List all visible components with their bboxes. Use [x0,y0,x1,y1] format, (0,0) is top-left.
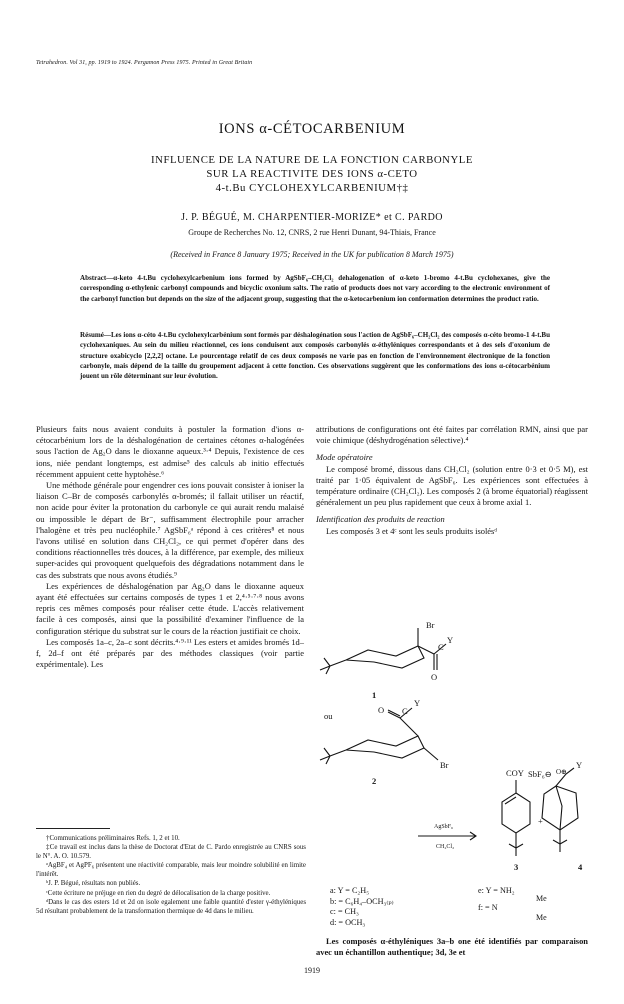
paragraph: Les expériences de déshalogénation par Ag₂O dans le dioxanne aqueux ayant été effectuées sur certains composés de types 1 et 2,⁴·⁵·⁷·⁸ nous avons repris ces mêmes composés pour réaliser cette étude. L'accès relativement facile à ces composés, ainsi que la possibilité d'examiner l'influence de la configuration stérique du substrat sur le cours de la réaction justifiait ce choix. [36,580,304,636]
label-sbf6: SbF₆⊖ [528,769,552,779]
label-plus: + [538,816,543,826]
legend-me-2: Me [536,912,547,922]
legend-b: b: = C₆H₄–OCH₃₍ₚ₎ [330,896,394,906]
compound-4-structure [542,768,578,852]
footnote: ᵇJ. P. Bégué, résultats non publiés. [46,880,141,888]
affiliation: Groupe de Recherches No. 12, CNRS, 2 rue Henri Dunant, 94-Thiais, France [188,228,436,237]
footnote: ‡Ce travail est inclus dans la thèse de Doctorat d'Etat de C. Pardo enregistrée au CNRS sous le N°. A. O. 10.579. [36,844,306,861]
legend-f-row [478,893,547,922]
label-br-2: Br [440,760,449,770]
legend-a: a: Y = C₂H₅ [330,886,370,895]
authors: J. P. BÉGUÉ, M. CHARPENTIER-MORIZE* et C. PARDO [181,212,443,223]
label-y-2: Y [414,698,421,708]
resume-label: Résumé [80,331,104,339]
legend-c: c: = CH₃ [330,907,359,916]
label-oplus: O⊕ [556,768,567,776]
section-heading-mode: Mode opératoire [316,452,373,463]
legend-f: f: = N [478,902,498,912]
footnote: ᶜCette écriture ne préjuge en rien du degré de délocalisation de la charge positive. [46,889,271,897]
article-title: IONS α-CÉTOCARBENIUM [218,121,406,137]
label-compound-2: 2 [372,776,377,786]
label-ou: ou [324,711,333,721]
running-header: Tetrahedron. Vol 31, pp. 1919 to 1924. Pergamon Press 1975. Printed in Great Britain [36,60,253,66]
label-br: Br [426,620,435,630]
subtitle-line-1: INFLUENCE DE LA NATURE DE LA FONCTION CARBONYLE [151,154,473,166]
paragraph: Les composés α-éthyléniques 3a–b one été identifiés par comparaison avec un échantillon authentique; 3d, 3e et [316,936,588,958]
substituent-legend-left [330,886,394,928]
subtitle-line-2: SUR LA REACTIVITE DES IONS α-CETO [206,168,418,180]
page-number: 1919 [304,966,320,975]
footnote: ᵃAgBF₄ et AgPF₆ présentent une réactivité comparable, mais leur moindre solubilité en limite l'intérêt. [36,862,306,879]
resume [80,330,550,381]
label-o: O [431,672,438,682]
legend-e: e: Y = NH₂ [478,886,515,895]
compound-1-structure [320,628,446,674]
label-o-2: O [378,705,385,715]
right-column-top [316,424,588,537]
footnote-rule [36,828,110,829]
label-compound-4: 4 [578,862,583,872]
label-compound-1: 1 [372,690,377,700]
section-heading-identification: Identification des produits de reaction [316,514,445,525]
footnote: ᵈDans le cas des esters 1d et 2d on isole egalement une faible quantité d'ester γ-éthyléniques 5d résultant probablement de la transformation thermique de 4d dans le milieu. [36,898,306,915]
label-compound-3: 3 [514,862,519,872]
paragraph: Le composé bromé, dissous dans CH₂Cl₂ (solution entre 0·3 et 0·5 M), est traité par 1·05 équivalent de AgSbF₆. Les expériences sont effectuées à température ordinaire (CH₂Cl₂). Les composés 2 (à brome équatorial) réagissent généralement un peu plus rapidement que ceux à brome axial 1. [316,463,588,508]
paragraph: Plusieurs faits nous avaient conduits à postuler la formation d'ions α-cétocarbénium lors de la déshalogénation de certaines cétones α-halogénées sous l'action de Ag₂O dans le dioxanne aqueux.³·⁴ Depuis, l'existence de ces ions, niée pendant longtemps, est admise⁵ des calculs ab initio effectués récemment appuient cette hyptohèse.⁶ [36,424,304,479]
abstract-label: Abstract [80,274,107,282]
paragraph: Les composés 3 et 4ᶜ sont les seuls produits isolésᵈ [326,525,497,536]
label-reagent: AgSbF₆ [434,824,454,830]
left-column [36,424,304,670]
compound-2-structure [320,708,438,764]
footnotes [36,834,306,916]
abstract-text: —α-keto 4-t.Bu cyclohexylcarbenium ions formed by AgSbF₆–CH₂Cl₂ dehalogenation of α-keto 1-bromo 4-t.Bu cyclohexanes, give the corresponding α-ethylenic carbonyl compounds and bicyclic oxonium salts. The ratio of products does not vary according to the electronic environment of the carbonyl function but depends on the size of the adjacent group, suggesting that the α-ketocarbenium ion conformation determines the product ratio. [80,274,550,303]
compound-3-structure [502,780,530,856]
right-column-bottom [316,936,588,958]
substituent-legend-right [478,886,547,922]
label-c: C [438,642,444,652]
legend-me-1: Me [536,893,547,903]
legend-d: d: = OCH₃ [330,917,366,927]
label-y-4: Y [576,760,583,770]
received-dates: (Received in France 8 January 1975; Received in the UK for publication 8 March 1975) [170,250,454,259]
label-c-2: C [402,706,408,716]
paragraph: Les composés 1a–c, 2a–c sont décrits.⁴·⁹·¹¹ Les esters et amides bromés 1d–f, 2d–f ont été préparés par des méthodes classiques (voir partie expérimentale). Les [36,636,304,670]
abstract [80,273,550,304]
footnote: †Communications préliminaires Refs. 1, 2 et 10. [46,835,180,842]
reaction-scheme [316,618,596,880]
label-y: Y [447,635,454,645]
label-solvent: CH₂Cl₂ [436,844,455,850]
paragraph: attributions de configurations ont été faites par corrélation RMN, ainsi que par voie chimique (déshydrogénation sélective).⁴ [316,424,588,446]
subtitle-line-3: 4-t.Bu CYCLOHEXYLCARBENIUM†‡ [215,182,409,194]
paragraph: Une méthode générale pour engendrer ces ions pouvait consister à ioniser la liaison C–Br de composés carbonylés α-bromés; il fallait utiliser un réactif, non acide pour éviter la protonation du carbonyle ce qui aurait rendu malaisé ou impossible le départ de Br⁻, suffisamment électrophile pour arracher l'halogène et très peu nucléophile.⁷ AgSbF₆ᵃ répond à ces critères⁸ et nous l'avons utilisé en solution dans CH₂Cl₂, ce qui permet d'opérer dans des conditions réactionnelles très douces, à la différence, par exemple, des milieux super-acides qui provoquent quelquefois des dégradations notamment dans le cas des substrats que nous avons étudiés.⁹ [36,480,304,580]
resume-text: —Les ions α-céto 4-t.Bu cyclohexylcarbénium sont formés par déshalogénation sous l'action de AgSbF₆–CH₂Cl₂ des composés α-céto bromo-1 4-t.Bu cyclohexaniques. Au sein du milieu réactionnel, ces ions conduisent aux composés carbonylés α-éthyléniques correspondants et à des sels d'oxonium de structure oxabicyclo [2,2,2] octane. Le pourcentage relatif de ces deux composés ne varie pas en fonction de l'environnement électronique de la fonction carbonyle, mais dépend de la taille du groupement adjacent à cette fonction. Ces observations suggèrent que les conformations des ions α-cétocarbénium jouent un rôle déterminant sur leur évolution. [80,331,550,381]
label-coy: COY [506,768,524,778]
